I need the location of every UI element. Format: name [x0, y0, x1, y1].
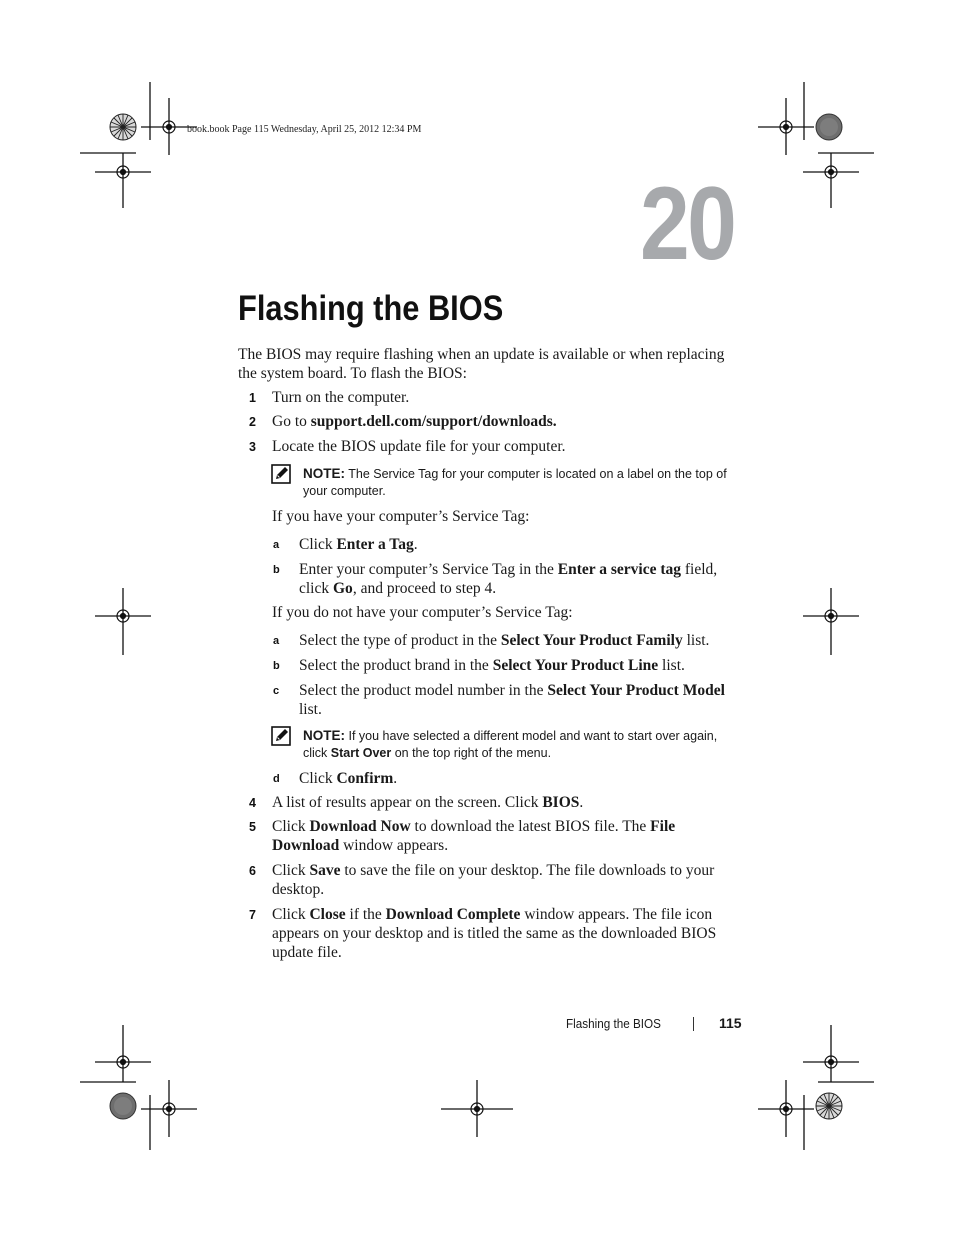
- substep-letter: b: [273, 564, 280, 576]
- substep-letter: c: [273, 685, 280, 697]
- step-number: 7: [249, 908, 256, 922]
- step-text: Turn on the computer.: [272, 389, 410, 406]
- step-number: 4: [249, 796, 256, 810]
- star-target-icon: [816, 1093, 842, 1119]
- star-target-icon: [110, 1093, 136, 1119]
- pencil-note-icon: [271, 464, 291, 484]
- substep-text: Select the product model number in the Select Your Product Model list.: [299, 682, 725, 718]
- step-text: Click Download Now to download the latest BIOS file. The File Download window appears.: [272, 818, 676, 854]
- intro-paragraph: The BIOS may require flashing when an update is available or when replacing the system board. To flash the BIOS:: [238, 346, 725, 382]
- note: NOTE: The Service Tag for your computer is located on a label on the top of your computer.: [303, 466, 727, 498]
- support-url-link[interactable]: support.dell.com/support/downloads.: [310, 413, 557, 430]
- substep-text: Enter your computer’s Service Tag in the Enter a service tag field, click Go, and proceed to step 4.: [299, 561, 718, 597]
- footer-section-title: Flashing the BIOS: [566, 1016, 661, 1031]
- footer-divider: [693, 1017, 694, 1031]
- condition-text: If you do not have your computer’s Service Tag:: [272, 604, 573, 621]
- page-title: Flashing the BIOS: [238, 289, 504, 328]
- step-number: 1: [249, 391, 256, 405]
- substep-text: Click Enter a Tag.: [299, 536, 418, 553]
- pencil-note-icon: [271, 726, 291, 746]
- step-text: A list of results appear on the screen. Click BIOS.: [272, 794, 584, 811]
- substep-letter: d: [273, 773, 280, 785]
- substep-letter: b: [273, 660, 280, 672]
- substep-text: Click Confirm.: [299, 770, 398, 787]
- condition-text: If you have your computer’s Service Tag:: [272, 508, 530, 525]
- step-number: 6: [249, 864, 256, 878]
- step-number: 2: [249, 415, 256, 429]
- step-text: Click Close if the Download Complete window appears. The file icon appears on your desktop and is titled the same as the downloaded BIOS update file.: [272, 906, 717, 961]
- step-number: 5: [249, 820, 256, 834]
- star-target-icon: [816, 114, 842, 140]
- note: NOTE: If you have selected a different model and want to start over again, click Start Over on the top right of the menu.: [303, 728, 718, 760]
- step-text: Go to support.dell.com/support/downloads.: [272, 413, 557, 430]
- step-text: Click Save to save the file on your desktop. The file downloads to your desktop.: [272, 862, 715, 898]
- step-text: Locate the BIOS update file for your computer.: [272, 438, 566, 455]
- substep-text: Select the product brand in the Select Your Product Line list.: [299, 657, 685, 674]
- print-slug: book.book Page 115 Wednesday, April 25, 2012 12:34 PM: [187, 124, 422, 135]
- substep-letter: a: [273, 539, 280, 551]
- page-number: 115: [719, 1015, 742, 1031]
- step-number: 3: [249, 440, 256, 454]
- chapter-number: 20: [640, 166, 735, 282]
- substep-letter: a: [273, 635, 280, 647]
- star-target-icon: [110, 114, 136, 140]
- substep-text: Select the type of product in the Select Your Product Family list.: [299, 632, 710, 649]
